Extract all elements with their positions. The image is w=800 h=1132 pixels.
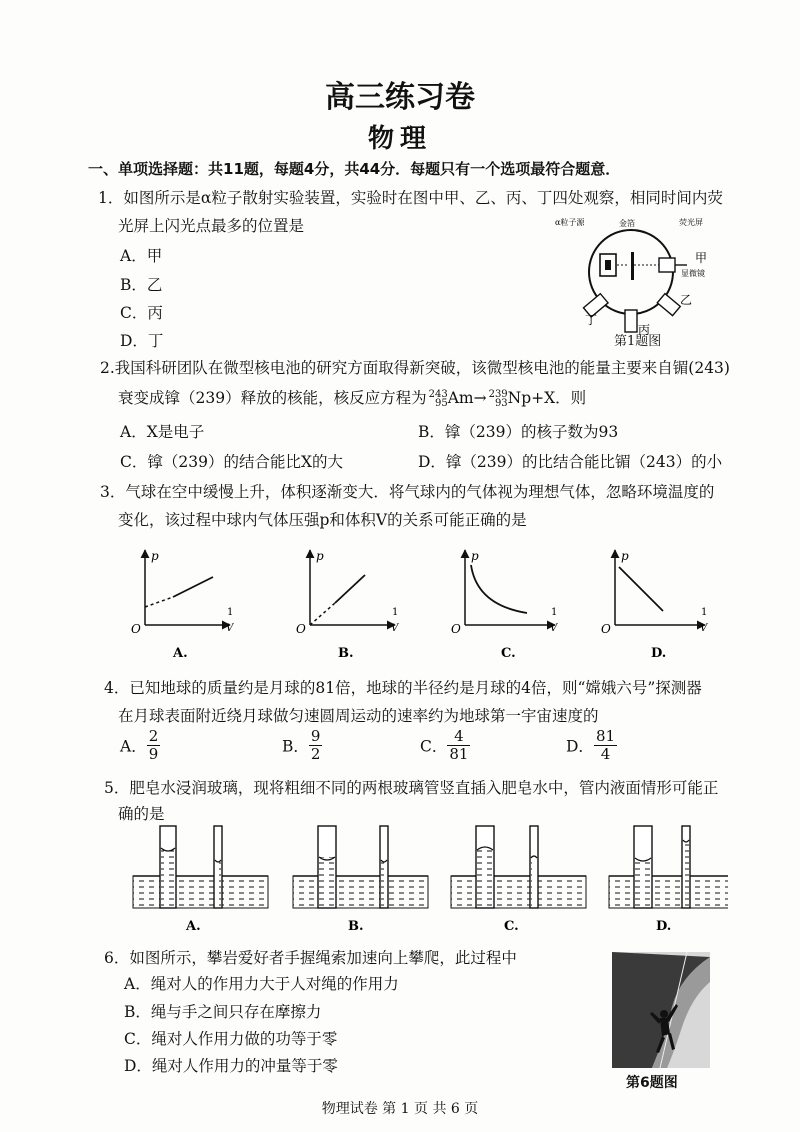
svg-text:p: p (151, 549, 159, 563)
q4-stem-line2: 在月球表面附近绕月球做匀速圆周运动的速率约为地球第一宇宙速度的 (118, 707, 599, 725)
q6-option-b: B．绳与手之间只存在摩擦力 (124, 1003, 322, 1021)
section-heading: 一、单项选择题：共11题，每题4分，共44分．每题只有一个选项最符合题意． (88, 160, 621, 178)
exam-title: 高三练习卷 (325, 80, 475, 115)
svg-text:O: O (601, 622, 611, 636)
q4-stem-line1: 4．已知地球的质量约是月球的81倍，地球的半径约是月球的4倍，则“嫦娥六号”探测器 (104, 679, 702, 697)
q3-graph-d (601, 549, 709, 661)
q2-option-d: D．镎（239）的比结合能比镅（243）的小 (418, 453, 723, 471)
svg-text:V: V (700, 623, 708, 634)
q4-option-c: C． $\frac{4}{81}$ (420, 727, 469, 763)
q3-stem-line2: 变化，该过程中球内气体压强p和体积V的关系可能正确的是 (118, 511, 527, 529)
svg-text:1: 1 (701, 607, 708, 618)
q4-option-d: D． $\frac{81}{4}$ (566, 727, 616, 763)
label-alpha-source: α粒子源 (555, 218, 585, 227)
svg-text:p: p (316, 549, 324, 563)
q3-label-c: C. (501, 646, 516, 661)
q3-graph-a (131, 549, 235, 661)
q6-figure-caption: 第6题图 (626, 1075, 678, 1091)
q1-stem-line2: 光屏上闪光点最多的位置是 (118, 217, 305, 235)
label-gold-foil: 金箔 (619, 219, 635, 228)
svg-text:V: V (391, 623, 399, 634)
label-jia: 甲 (695, 251, 708, 265)
label-yi: 乙 (680, 293, 693, 307)
svg-text:p: p (471, 549, 479, 563)
q5-label-d: D. (656, 919, 672, 934)
np-nuclide: 239 93 (488, 389, 508, 409)
svg-text:O: O (131, 622, 141, 636)
svg-text:1: 1 (551, 607, 558, 618)
q1-option-a: A．甲 (120, 247, 163, 265)
q1-scattering-figure (555, 214, 720, 344)
q6-option-c: C．绳对人作用力做的功等于零 (124, 1030, 338, 1048)
q3-graph-c (451, 549, 559, 661)
q1-figure-caption: 第1题图 (614, 334, 662, 349)
microscope-bing (625, 310, 637, 332)
q3-label-d: D. (651, 646, 667, 661)
q1-option-b: B．乙 (120, 276, 163, 294)
q4-option-a: A． $\frac{2}{9}$ (120, 727, 159, 763)
q6-climber-photo (612, 952, 710, 1068)
svg-text:1: 1 (227, 607, 234, 618)
subject-title: 物理 (367, 124, 432, 154)
q1-option-c: C．丙 (120, 304, 163, 322)
q5-stem-line2: 确的是 (118, 805, 165, 823)
svg-text:V: V (550, 623, 558, 634)
q3-graphs (125, 545, 725, 665)
svg-text:O: O (296, 622, 306, 636)
svg-text:V: V (226, 623, 234, 634)
q5-label-a: A. (186, 919, 201, 934)
svg-text:p: p (621, 549, 629, 563)
q2-stem-line1: 2.我国科研团队在微型核电池的研究方面取得新突破，该微型核电池的能量主要来自镅(243) (100, 359, 730, 377)
gold-foil (631, 252, 634, 280)
q2-stem-line2: 衰变成镎（239）释放的核能，核反应方程为 243 95 Am→ 239 93 Np+X．则 (118, 389, 587, 409)
q5-tube-figures (128, 824, 728, 938)
q5-figure-a (133, 826, 268, 934)
q6-option-d: D．绳对人作用力的冲量等于零 (124, 1057, 338, 1075)
label-screen: 荧光屏 (679, 218, 703, 227)
q5-label-c: C. (504, 919, 519, 934)
q3-label-b: B. (338, 646, 354, 661)
q6-option-a: A．绳对人的作用力大于人对绳的作用力 (124, 975, 399, 993)
q2-option-b: B．镎（239）的核子数为93 (418, 423, 619, 441)
microscope-jia (659, 258, 675, 272)
q5-figure-d (609, 826, 728, 934)
q3-label-a: A. (173, 646, 188, 661)
q1-stem-line1: 1．如图所示是α粒子散射实验装置，实验时在图中甲、乙、丙、丁四处观察，相同时间内荧 (98, 189, 723, 207)
svg-text:O: O (451, 622, 461, 636)
q6-stem-line1: 6．如图所示，攀岩爱好者手握绳索加速向上攀爬，此过程中 (104, 949, 517, 967)
label-microscope: 显微镜 (681, 269, 705, 278)
q5-label-b: B. (348, 919, 364, 934)
svg-text:1: 1 (392, 607, 399, 618)
q3-graph-b (296, 549, 400, 661)
q5-figure-c (451, 826, 586, 934)
label-ding: 丁 (585, 313, 598, 327)
q2-option-a: A．X是电子 (120, 423, 205, 441)
microscope-yi (657, 294, 680, 316)
page-footer: 物理试卷 第 1 页 共 6 页 (321, 1101, 479, 1117)
am-nuclide: 243 95 (428, 389, 448, 409)
q3-stem-line1: 3．气球在空中缓慢上升，体积逐渐变大．将气球内的气体视为理想气体，忽略环境温度的 (100, 483, 715, 501)
label-bing: 丙 (638, 323, 651, 337)
q5-figure-b (293, 826, 428, 934)
q4-option-b: B． $\frac{9}{2}$ (282, 727, 321, 763)
q5-stem-line1: 5．肥皂水浸润玻璃，现将粗细不同的两根玻璃管竖直插入肥皂水中，管内液面情形可能正 (104, 779, 719, 797)
q2-option-c: C．镎（239）的结合能比X的大 (120, 453, 343, 471)
q1-option-d: D．丁 (120, 332, 164, 350)
